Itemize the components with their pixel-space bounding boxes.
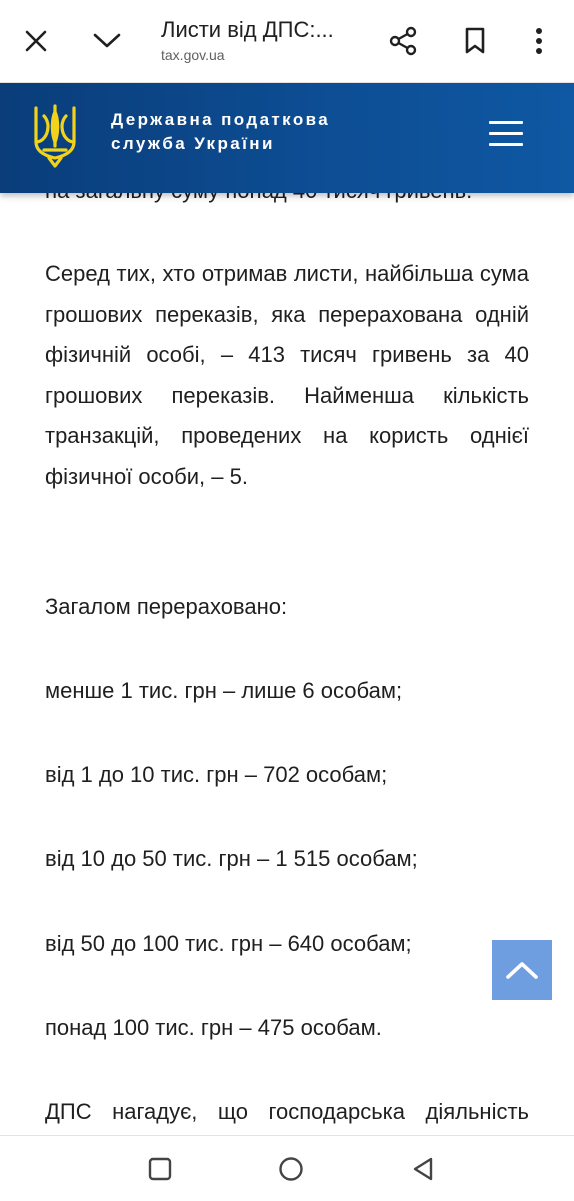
list-item: менше 1 тис. грн – лише 6 особам; [45, 678, 403, 703]
chevron-up-icon [505, 960, 539, 980]
site-name[interactable] [111, 108, 330, 156]
list-item: від 50 до 100 тис. грн – 640 особам; [45, 931, 412, 956]
browser-top-bar [0, 0, 574, 83]
back-triangle-icon [411, 1156, 435, 1182]
site-name-line2: служба України [111, 134, 275, 153]
share-button[interactable] [383, 21, 423, 61]
article-last-line: ДПС нагадує, що господарська діяльність [45, 1099, 529, 1124]
recents-button[interactable] [145, 1154, 175, 1184]
hamburger-icon-bar [489, 132, 523, 135]
home-button[interactable] [276, 1154, 306, 1184]
home-circle-icon [278, 1156, 304, 1182]
more-options-button[interactable] [519, 21, 559, 61]
bookmark-button[interactable] [455, 21, 495, 61]
close-button[interactable] [16, 21, 56, 61]
recents-square-icon [148, 1157, 172, 1181]
article-paragraph: Серед тих, хто отримав листи, найбільша сума грошових переказів, яка перерахована одній фізичній особі, – 413 тисяч гривень за 40 грошових переказів. Найменша кількість транзакцій, проведених на користь однієї фізичної особи, – 5. [45, 261, 529, 489]
list-item: від 10 до 50 тис. грн – 1 515 особам; [45, 846, 418, 871]
more-vert-icon [535, 27, 543, 55]
page-url: tax.gov.ua [161, 47, 225, 63]
site-name-line1: Державна податкова [111, 110, 331, 129]
hamburger-icon-bar [489, 143, 523, 146]
list-item: понад 100 тис. грн – 475 особам. [45, 1015, 382, 1040]
share-icon [388, 26, 418, 56]
page-title: Листи від ДПС:... [161, 17, 334, 42]
summary-intro: Загалом перераховано: [45, 594, 288, 619]
collapse-button[interactable] [87, 21, 127, 61]
bookmark-icon [464, 27, 486, 55]
close-icon [24, 29, 48, 53]
menu-button[interactable] [489, 121, 523, 151]
scroll-to-top-button[interactable] [492, 940, 552, 1000]
hamburger-icon [489, 121, 523, 124]
chevron-down-icon [93, 32, 121, 50]
site-header [0, 82, 574, 193]
list-item: від 1 до 10 тис. грн – 702 особам; [45, 762, 388, 787]
system-nav-bar [0, 1135, 574, 1201]
trident-logo-icon [32, 102, 78, 170]
back-button[interactable] [408, 1154, 438, 1184]
